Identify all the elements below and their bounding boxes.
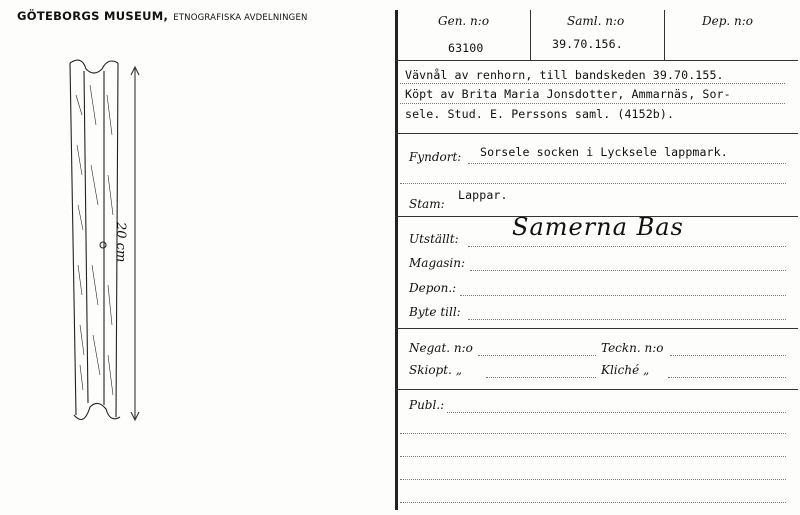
saml-no-label: Saml. n:o bbox=[567, 14, 625, 28]
kliche-label: Kliché „ bbox=[601, 363, 650, 377]
dep-no-label: Dep. n:o bbox=[702, 14, 754, 28]
gen-no-label: Gen. n:o bbox=[438, 14, 490, 28]
column-divider-2 bbox=[664, 10, 665, 60]
description-line-1: Vävnål av renhorn, till bandskeden 39.70.155. bbox=[405, 68, 724, 82]
utstallt-dotted-rule bbox=[468, 246, 786, 247]
card-left-border bbox=[395, 10, 398, 510]
fyndort-dotted-rule bbox=[468, 163, 786, 164]
skiopt-dotted-rule bbox=[486, 377, 596, 378]
stam-label: Stam: bbox=[409, 197, 445, 211]
byte-till-label: Byte till: bbox=[409, 305, 461, 319]
magasin-label: Magasin: bbox=[409, 256, 466, 270]
utstallt-label: Utställt: bbox=[409, 232, 459, 246]
department-name: ETNOGRAFISKA AVDELNINGEN bbox=[173, 13, 308, 23]
fyndort-dotted-rule-2 bbox=[400, 183, 786, 184]
publ-dotted-rule-5 bbox=[400, 502, 786, 503]
header-bottom-rule bbox=[395, 60, 798, 61]
byte-bottom-rule bbox=[395, 328, 798, 329]
publ-dotted-rule-3 bbox=[400, 456, 786, 457]
museum-name: GÖTEBORGS MUSEUM, bbox=[17, 9, 169, 23]
fyndort-value: Sorsele socken i Lycksele lappmark. bbox=[480, 145, 728, 159]
magasin-dotted-rule bbox=[470, 270, 786, 271]
stam-value: Lappar. bbox=[458, 188, 508, 202]
gen-no-value: 63100 bbox=[448, 41, 484, 55]
publ-label: Publ.: bbox=[409, 398, 445, 412]
publ-dotted-rule-2 bbox=[400, 433, 786, 434]
negat-dotted-rule bbox=[478, 355, 596, 356]
description-dotted-rule bbox=[400, 83, 785, 84]
photo-bottom-rule bbox=[395, 389, 798, 390]
publ-dotted-rule-4 bbox=[400, 479, 786, 480]
teckn-dotted-rule bbox=[670, 355, 786, 356]
dimension-label: 20 cm bbox=[113, 222, 128, 263]
negat-no-label: Negat. n:o bbox=[409, 341, 473, 355]
kliche-dotted-rule bbox=[668, 377, 786, 378]
description-line-3: sele. Stud. E. Perssons saml. (4152b). bbox=[405, 107, 675, 121]
depon-dotted-rule bbox=[460, 295, 786, 296]
utstallt-handwritten-value: Samerna Bas bbox=[512, 213, 684, 241]
byte-till-dotted-rule bbox=[468, 319, 786, 320]
description-dotted-rule bbox=[400, 103, 785, 104]
saml-no-value: 39.70.156. bbox=[552, 37, 623, 51]
column-divider-1 bbox=[530, 10, 531, 60]
teckn-no-label: Teckn. n:o bbox=[601, 341, 664, 355]
description-line-2: Köpt av Brita Maria Jonsdotter, Ammarnäs, Sor- bbox=[405, 87, 731, 101]
fyndort-label: Fyndort: bbox=[409, 150, 462, 164]
description-bottom-rule bbox=[395, 133, 798, 134]
publ-dotted-rule bbox=[447, 412, 786, 413]
museum-header bbox=[17, 9, 308, 23]
skiopt-label: Skiopt. „ bbox=[409, 363, 462, 377]
depon-label: Depon.: bbox=[409, 281, 457, 295]
